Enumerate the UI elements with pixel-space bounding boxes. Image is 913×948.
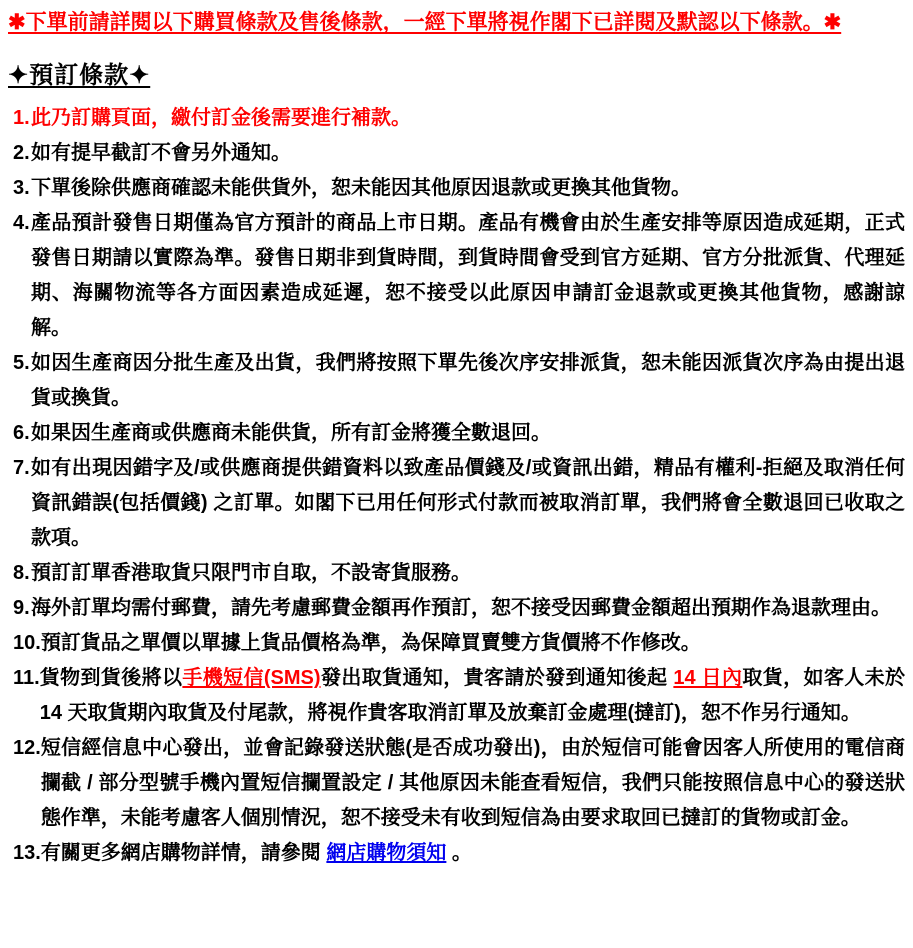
term-text-segment: 貨物到貨後將以: [39, 667, 183, 689]
term-number: 1.: [13, 107, 30, 129]
term-number: 10.: [13, 632, 41, 654]
term-number: 4.: [13, 212, 30, 234]
term-number: 12.: [13, 737, 41, 759]
term-item-6: [5, 416, 905, 451]
term-text: 此乃訂購頁面，繳付訂金後需要進行補款。: [31, 107, 411, 129]
term-item-4: [5, 206, 905, 346]
term-text: 如果因生產商或供應商未能供貨，所有訂金將獲全數退回。: [31, 422, 551, 444]
term-item-7: [5, 451, 905, 556]
term-number: 9.: [13, 597, 30, 619]
term-text: [41, 836, 905, 871]
term-text: 短信經信息中心發出，並會記錄發送狀態(是否成功發出)，由於短信可能會因客人所使用的電信商攔截 / 部分型號手機內置短信攔置設定 / 其他原因未能查看短信，我們只能按照信息中心的發送狀態作準，未能考慮客人個別情況，恕不接受未有收到短信為由要求取回已撻訂的貨物或訂金。: [40, 737, 905, 829]
term-number: 3.: [13, 177, 30, 199]
term-text: 如因生產商因分批生產及出貨，我們將按照下單先後次序安排派貨，恕未能因派貨次序為由提出退貨或換貨。: [31, 352, 905, 409]
term-item-5: [5, 346, 905, 416]
term-item-11: [5, 661, 905, 731]
sms-notice-highlight: 手機短信(SMS): [182, 667, 321, 689]
term-item-13: [5, 836, 905, 871]
term-text: 預訂貨品之單價以單據上貨品價格為準，為保障買賣雙方貨價將不作修改。: [40, 632, 701, 654]
term-item-3: [5, 171, 905, 206]
term-text-segment: 。: [446, 842, 472, 864]
term-item-1: [5, 101, 905, 136]
term-item-2: [5, 136, 905, 171]
term-number: 11.: [13, 667, 40, 689]
term-item-8: [5, 556, 905, 591]
term-number: 2.: [13, 142, 30, 164]
term-number: 6.: [13, 422, 30, 444]
term-item-12: [5, 731, 905, 836]
term-text: [40, 661, 905, 731]
section-title: ✦預訂條款✦: [8, 62, 151, 89]
term-number: 5.: [13, 352, 30, 374]
term-number: 8.: [13, 562, 30, 584]
term-text: 海外訂單均需付郵費，請先考慮郵費金額再作預訂，恕不接受因郵費金額超出預期作為退款理由。: [31, 597, 891, 619]
term-text-segment: 有關更多網店購物詳情，請參閱: [40, 842, 327, 864]
term-text: 如有出現因錯字及/或供應商提供錯資料以致產品價錢及/或資訊出錯，精品有權利-拒絕及取消任何資訊錯誤(包括價錢) 之訂單。如閣下已用任何形式付款而被取消訂單，我們將會全數退回已收取之款項。: [31, 457, 905, 549]
term-text: 如有提早截訂不會另外通知。: [31, 142, 291, 164]
term-text: 下單後除供應商確認未能供貨外，恕未能因其他原因退款或更換其他貨物。: [31, 177, 691, 199]
term-item-9: [5, 591, 905, 626]
term-text: 產品預計發售日期僅為官方預計的商品上市日期。產品有機會由於生產安排等原因造成延期，正式發售日期請以實際為準。發售日期非到貨時間，到貨時間會受到官方延期、官方分批派貨、代理延期、海關物流等各方面因素造成延遲，恕不接受以此原因申請訂金退款或更換其他貨物，感謝諒解。: [31, 212, 905, 339]
term-text-segment: 發出取貨通知，貴客請於發到通知後起: [320, 667, 674, 689]
term-text: 預訂訂單香港取貨只限門市自取，不設寄貨服務。: [31, 562, 471, 584]
term-item-10: [5, 626, 905, 661]
term-text-segment: 取貨，如客人未於 14 天取貨期內取貨及付尾款，將視作貴客取消訂單及放棄訂金處理(撻訂)，恕不作另行通知。: [39, 667, 905, 724]
purchase-notice-banner: ✱下單前請詳閱以下購買條款及售後條款，一經下單將視作閣下已詳閱及默認以下條款。✱: [8, 11, 842, 34]
pickup-deadline-highlight: 14 日內: [673, 667, 743, 689]
terms-list: [5, 101, 905, 871]
shop-guide-link[interactable]: 網店購物須知: [326, 842, 447, 864]
term-number: 13.: [13, 842, 41, 864]
term-number: 7.: [13, 457, 30, 479]
